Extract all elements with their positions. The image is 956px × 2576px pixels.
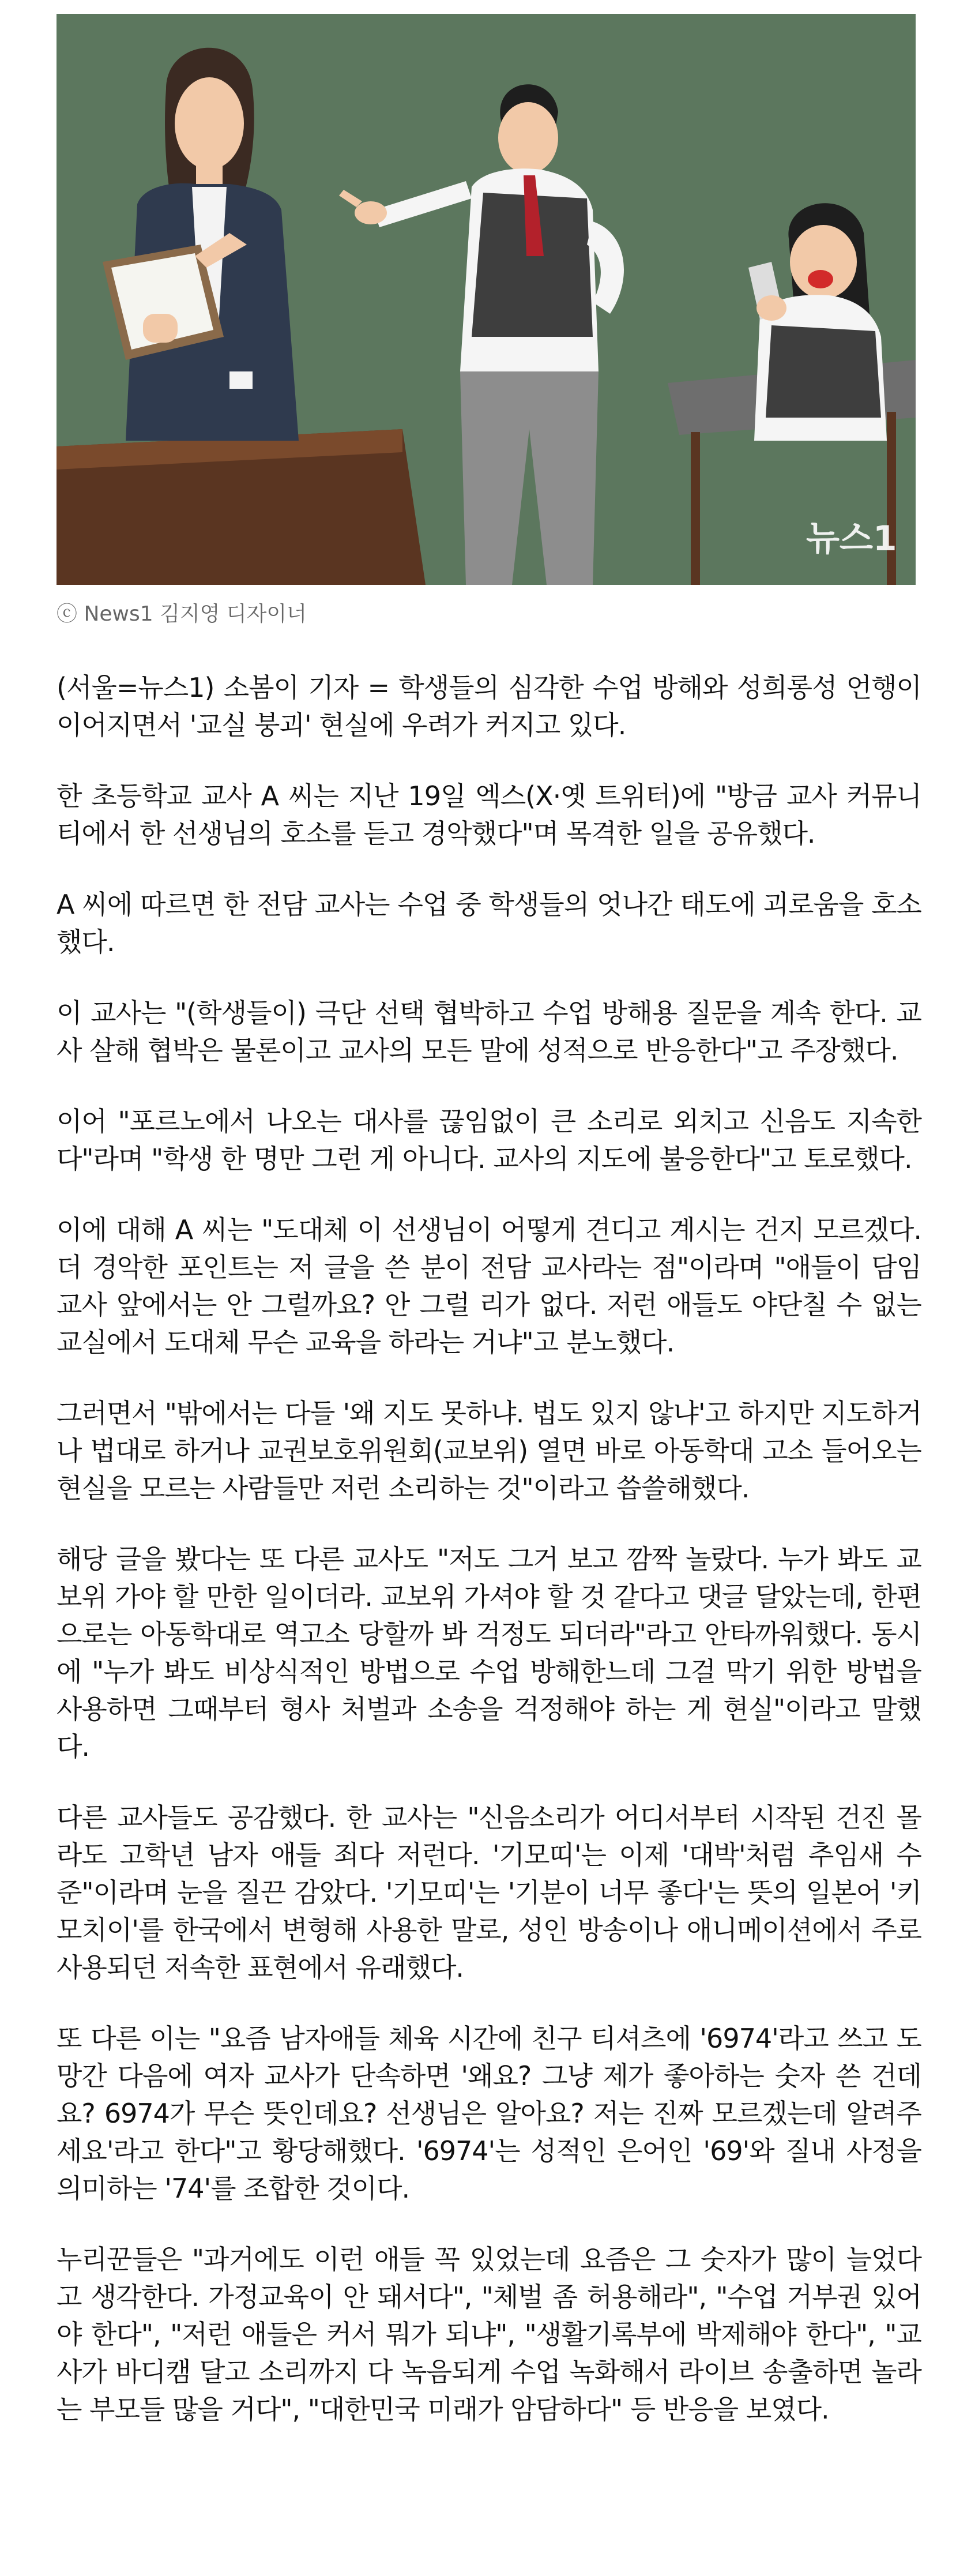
article-paragraph: 그러면서 "밖에서는 다들 '왜 지도 못하냐. 법도 있지 않냐'고 하지만 지도하거나 법대로 하거나 교권보호위원회(교보위) 열면 바로 아동학대 고소 들어오는 현실을 모르는 사람들만 저런 소리하는 것"이라고 씁쓸해했다.: [57, 1398, 921, 1504]
article-paragraph: 다른 교사들도 공감했다. 한 교사는 "신음소리가 어디서부터 시작된 건진 몰라도 고학년 남자 애들 죄다 저런다. '기모띠'는 이제 '대박'처럼 추임새 수준"이라며 눈을 질끈 감았다. '기모띠'는 '기분이 너무 좋다'는 뜻의 일본어 '키모치이'를 한국에서 변형해 사용한 말로, 성인 방송이나 애니메이션에서 주로 사용되던 저속한 표현에서 유래했다.: [57, 1802, 921, 1983]
news1-logo: [806, 519, 897, 559]
article-paragraph: A 씨에 따르면 한 전담 교사는 수업 중 학생들의 엇나간 태도에 괴로움을 호소했다.: [57, 889, 921, 957]
article-paragraph: 이어 "포르노에서 나오는 대사를 끊임없이 큰 소리로 외치고 신음도 지속한다"라며 "학생 한 명만 그런 게 아니다. 교사의 지도에 불응한다"고 토로했다.: [57, 1106, 921, 1174]
article-paragraph: 이에 대해 A 씨는 "도대체 이 선생님이 어떻게 견디고 계시는 건지 모르겠다. 더 경악한 포인트는 저 글을 쓴 분이 전담 교사라는 점"이라며 "애들이 담임 교사 앞에서는 안 그럴까요? 안 그럴 리가 없다. 저런 애들도 야단칠 수 없는 교실에서 도대체 무슨 교육을 하라는 거냐"고 분노했다.: [57, 1214, 921, 1358]
article-paragraph: 이 교사는 "(학생들이) 극단 선택 협박하고 수업 방해용 질문을 계속 한다. 교사 살해 협박은 물론이고 교사의 모든 말에 성적으로 반응한다"고 주장했다.: [57, 997, 921, 1066]
article-paragraph: 누리꾼들은 "과거에도 이런 애들 꼭 있었는데 요즘은 그 숫자가 많이 늘었다고 생각한다. 가정교육이 안 돼서다", "체벌 좀 허용해라", "수업 거부권 있어야 한다", "저런 애들은 커서 뭐가 되냐", "생활기록부에 박제해야 한다", "교사가 바디캠 달고 소리까지 다 녹음되게 수업 녹화해서 라이브 송출하면 놀라는 부모들 많을 거다", "대한민국 미래가 암담하다" 등 반응을 보였다.: [57, 2244, 921, 2425]
article-paragraph: 해당 글을 봤다는 또 다른 교사도 "저도 그거 보고 깜짝 놀랐다. 누가 봐도 교보위 가야 할 만한 일이더라. 교보위 가셔야 할 것 같다고 댓글 달았는데, 한편으로는 아동학대로 역고소 당할까 봐 걱정도 되더라"라고 안타까워했다. 동시에 "누가 봐도 비상식적인 방법으로 수업 방해한느데 그걸 막기 위한 방법을 사용하면 그때부터 형사 처벌과 소송을 걱정해야 하는 게 현실"이라고 말했다.: [57, 1544, 921, 1762]
article-paragraph: 한 초등학교 교사 A 씨는 지난 19일 엑스(X·옛 트위터)에 "방금 교사 커뮤니티에서 한 선생님의 호소를 듣고 경악했다"며 목격한 일을 공유했다.: [57, 780, 921, 849]
image-caption: ⓒ News1 김지영 디자이너: [57, 602, 307, 626]
classroom-illustration-image: [57, 14, 916, 585]
article-paragraph: (서울=뉴스1) 소봄이 기자 = 학생들의 심각한 수업 방해와 성희롱성 언행이 이어지면서 '교실 붕괴' 현실에 우려가 커지고 있다.: [57, 672, 921, 741]
article-illustration: [57, 14, 916, 585]
news1-logo-text: 뉴스1: [806, 519, 897, 559]
article-paragraph: 또 다른 이는 "요즘 남자애들 체육 시간에 친구 티셔츠에 '6974'라고 쓰고 도망간 다음에 여자 교사가 단속하면 '왜요? 그냥 제가 좋아하는 숫자 쓴 건데요? 6974가 무슨 뜻인데요? 선생님은 알아요? 저는 진짜 모르겠는데 알려주세요'라고 한다"고 황당해했다. '6974'는 성적인 은어인 '69'와 질내 사정을 의미하는 '74'를 조합한 것이다.: [57, 2023, 921, 2204]
article-body: [57, 669, 921, 2462]
